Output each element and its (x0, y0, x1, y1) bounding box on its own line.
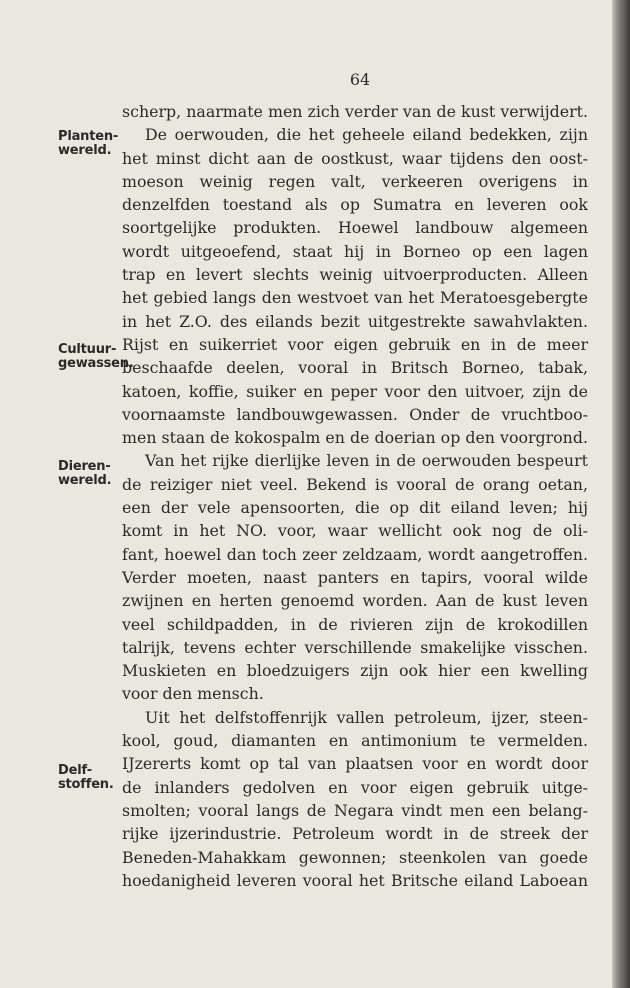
text-line: zwijnen en herten genoemd worden. Aan de kust leven (122, 591, 588, 611)
text-line: het minst dicht aan de oostkust, waar tijdens den oost- (122, 148, 588, 168)
text-line: komt in het NO. voor, waar wellicht ook nog de oli- (122, 521, 588, 541)
text-line: smolten; vooral langs de Negara vindt men een belang- (122, 800, 588, 820)
text-line: wordt uitgeoefend, staat hij in Borneo op een lagen (122, 241, 588, 261)
text-line: voornaamste landbouwgewassen. Onder de vruchtboo- (122, 404, 588, 424)
text-line: Uit het delfstoffenrijk vallen petroleum, ijzer, steen- (145, 707, 588, 727)
text-line: talrijk, tevens echter verschillende smakelijke visschen. (122, 637, 588, 657)
text-line: trap en levert slechts weinig uitvoerproducten. Alleen (122, 265, 588, 285)
margin-note-line: stoffen. (58, 777, 114, 792)
text-line: een der vele apensoorten, die op dit eiland leven; hij (122, 498, 588, 518)
margin-note-line: wereld. (58, 473, 112, 488)
page-edge-shadow (612, 0, 630, 988)
text-line: fant, hoewel dan toch zeer zeldzaam, wordt aangetroffen. (122, 544, 588, 564)
text-line: IJzererts komt op tal van plaatsen voor en wordt door (122, 754, 588, 774)
text-line: de reiziger niet veel. Bekend is vooral de orang oetan, (122, 474, 588, 494)
text-line: kool, goud, diamanten en antimonium te vermelden. (122, 731, 588, 751)
text-line: Rijst en suikerriet voor eigen gebruik en in de meer (122, 334, 588, 354)
text-line: denzelfden toestand als op Sumatra en leveren ook (122, 195, 588, 215)
margin-note-line: gewassen. (58, 356, 134, 371)
page-number: 64 (349, 70, 371, 89)
margin-note-delfstoffen (58, 764, 124, 792)
body-text (122, 100, 588, 892)
text-line: Beneden-Mahakkam gewonnen; steenkolen van goede (122, 847, 588, 867)
text-line: Muskieten en bloedzuigers zijn ook hier een kwelling (122, 661, 588, 681)
text-line: De oerwouden, die het geheele eiland bedekken, zijn (145, 125, 588, 145)
text-line: de inlanders gedolven en voor eigen gebruik uitge- (122, 777, 588, 797)
text-line: Van het rijke dierlijke leven in de oerwouden bespeurt (145, 451, 588, 471)
text-line: Verder moeten, naast panters en tapirs, vooral wilde (122, 567, 588, 587)
margin-note-line: Dieren- (58, 459, 111, 474)
text-line: veel schildpadden, in de rivieren zijn de krokodillen (122, 614, 588, 634)
text-line: voor den mensch. (122, 684, 264, 704)
text-line: rijke ijzerindustrie. Petroleum wordt in de streek der (122, 824, 588, 844)
text-line: in het Z.O. des eilands bezit uitgestrekte sawahvlakten. (122, 311, 588, 331)
text-line: katoen, koffie, suiker en peper voor den uitvoer, zijn de (122, 381, 588, 401)
text-line: beschaafde deelen, vooral in Britsch Borneo, tabak, (122, 358, 588, 378)
margin-note-dierenwereld (58, 460, 124, 488)
text-line: soortgelijke produkten. Hoewel landbouw algemeen (122, 218, 588, 238)
text-line: men staan de kokospalm en de doerian op den voorgrond. (122, 428, 588, 448)
text-line: moeson weinig regen valt, verkeeren overigens in (122, 171, 588, 191)
text-line: scherp, naarmate men zich verder van de kust verwijdert. (122, 102, 588, 121)
margin-note-line: Delf- (58, 763, 92, 778)
text-line: het gebied langs den westvoet van het Meratoesgebergte (122, 288, 588, 308)
margin-note-line: wereld. (58, 143, 112, 158)
margin-note-plantenwereld (58, 130, 124, 158)
margin-note-line: Planten- (58, 129, 119, 144)
text-line: hoedanigheid leveren vooral het Britsche eiland Laboean (122, 870, 588, 890)
margin-note-cultuurgewassen (58, 342, 134, 371)
margin-note-line: Cultuur- (58, 342, 117, 357)
